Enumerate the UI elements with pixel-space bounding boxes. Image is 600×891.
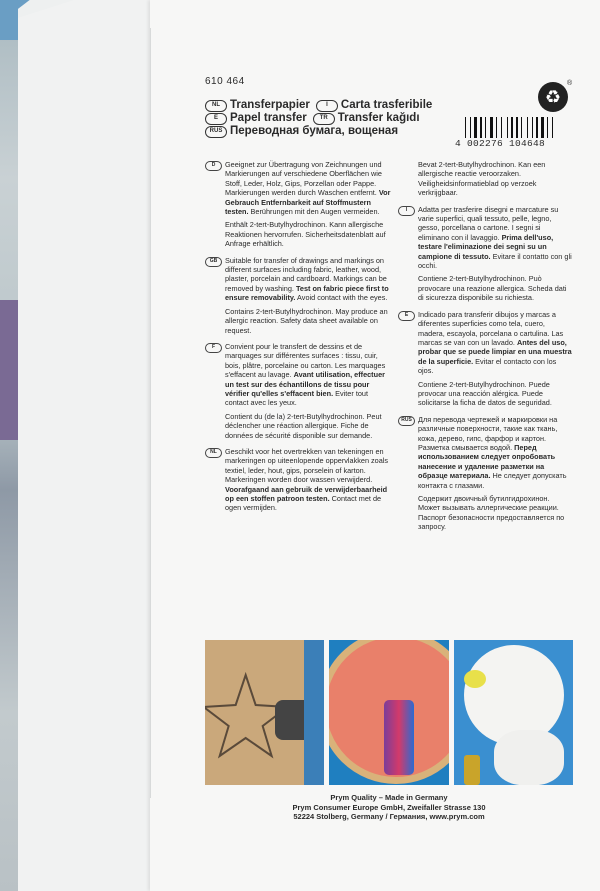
text-run: Convient pour le transfert de dessins et de marquages sur différentes surfaces : tissu, cuir, bois, plâtre, porcelaine ou carton. Les marquages s'effacent au lavage. [225,341,386,380]
photo-porcelain-painting [454,640,573,785]
instruction-section-nl [205,447,393,513]
article-number: 610 464 [205,76,245,87]
title-row [205,99,505,112]
photo-leather-star [205,640,324,785]
instruction-text [225,256,393,303]
registered-mark: ® [567,80,573,87]
text-run: Evitare il contatto con gli occhi. [418,251,572,271]
language-badge: RUS [398,416,415,426]
safety-text: Contiene 2-tert-Butylhydrochinon. Puede provocar una reacción alérgica. Puede solicitarse la ficha de datos de seguridad. [418,379,552,408]
photo-embroidery-hoop [329,640,448,785]
paint-dot-icon [464,670,486,688]
instructions-right-column [398,160,573,539]
paint-palette-icon [494,730,564,785]
background-purple-band [0,300,18,440]
footer [205,793,573,822]
instruction-text [418,310,573,376]
text-run: Geeignet zur Übertragung von Zeichnungen und Markierungen auf verschiedene Oberflächen wie Stoff, Leder, Holz, Gips, Porzellan oder Pappe. Markierungen werden durch Waschen entfernt. [225,160,382,198]
language-badge: E [205,113,227,125]
text-run: Geschikt voor het overtrekken van tekeningen en markeringen op uiteenlopende oppervlakken zoals textiel, leder, hout, gips, porselein of karton. Markeringen worden door wassen verwijderd. [225,446,389,485]
safety-text: Enthält 2-tert-Butylhydrochinon. Kann allergische Reaktionen hervorrufen. Sicherheitsdatenblatt auf Anfrage erhältlich. [225,220,386,249]
text-run: Suitable for transfer of drawings and markings on different surfaces including fabric, leather, wood, plaster, porcelain and cardboard. Markings can be removed by washing. [225,255,387,293]
warning-text: Vor Gebrauch Entfernbarkeit auf Stoffmustern testen. [225,188,391,217]
title-row [205,125,505,138]
instruction-section-fr [205,342,393,440]
text-run: Indicado para transferir dibujos y marcas a diferentes superficies como tela, cuero, madera, escayola, porcelana o cartulina. Las marcas se van con un lavado. [418,309,564,347]
language-badge: NL [205,448,222,458]
company-line: Prym Consumer Europe GmbH, Zweifaller Strasse 130 [292,802,486,812]
text-run: Не следует допускать контакта с глазами. [418,471,567,490]
title-row [205,112,505,125]
address-line: 52224 Stolberg, Germany / Германия, www.prym.com [293,812,485,821]
language-badge: E [398,311,415,321]
instruction-text [418,205,573,271]
warning-text: Antes del uso, probar que se puede limpiar en una muestra de la superficie. [418,337,572,366]
language-badge: TR [313,113,335,125]
barcode-number: 4 002276 104648 [455,138,575,149]
safety-text: Contient du (de la) 2-tert-Butylhydrochinon. Peut déclencher une réaction allergique. Fiche de données de sécurité disponible sur demande. [225,411,382,440]
quality-line: Prym Quality – Made in Germany [330,793,448,802]
title-text: Carta trasferibile [340,99,433,111]
text-run: Avoid contact with the eyes. [295,293,388,303]
warning-text: Prima dell'uso, testare l'eliminazione dei segni su un campione di tessuto. [418,232,554,261]
instruction-section-it [398,205,573,303]
language-badge: D [205,161,222,171]
usage-photos [205,640,573,785]
product-titles [205,99,505,138]
recycle-icon: ♻ [538,82,568,112]
warning-text: Avant utilisation, effectuer un test sur des échantillons de tissu pour vérifier qu'elles s'effacent bien. [225,370,385,398]
warning-text: Test on fabric piece first to ensure removability. [225,283,389,303]
fold-line [150,28,151,798]
safety-text: Содержит двоичный бутилгидрохинон. Может вызывать аллергические реакции. Паспорт безопасности предоставляется по запросу. [418,494,565,532]
instruction-section-gb [205,256,393,335]
text-run: Contact met de ogen vermijden. [225,494,382,513]
text-run: Adatta per trasferire disegni e marcature su varie superfici, quali tessuto, pelle, legno, gesso, porcellana o cartone. I segni si eliminano con il lavaggio. [418,204,559,242]
safety-text: Contiene 2-tert-Butylhydrochinon. Può provocare una reazione allergica. Scheda dati di sicurezza disponibile su richiesta. [418,274,567,303]
language-badge: I [316,100,338,112]
safety-text: Bevat 2-tert-Butylhydrochinon. Kan een allergische reactie veroorzaken. Veiligheidsinformatieblad op verzoek verkrijgbaar. [418,160,546,198]
instruction-text [225,342,393,408]
instruction-section-ru [398,415,573,532]
instruction-text [225,447,393,513]
safety-text: Contains 2-tert-Butylhydrochinon. May produce an allergic reaction. Safety data sheet available on request. [225,306,388,335]
language-badge: RUS [205,126,227,138]
title-text: Papel transfer [230,112,307,124]
title-text: Transfer kağıdı [337,112,420,124]
text-run: Berührungen mit den Augen vermeiden. [248,207,380,217]
instruction-text [418,415,573,490]
text-run: Evitar el contacto con los ojos. [418,356,557,376]
title-text: Transferpapier [230,99,310,111]
instruction-section-de [205,160,393,249]
warning-text: Voorafgaand aan gebruik de verwijderbaarheid op een stoffen patroon testen. [225,484,388,503]
warning-text: Перед использованием следует опробовать нанесение и удаление разметки на образце материала. [418,442,556,481]
instructions-left-column [205,160,393,520]
photo-edge [304,640,324,785]
language-badge: NL [205,100,227,112]
language-badge: GB [205,257,222,267]
language-badge: I [398,206,415,216]
envelope-flap [18,0,158,891]
instruction-section-es [398,310,573,408]
paint-jar-icon [464,755,480,785]
language-badge: F [205,343,222,353]
instruction-section-nl-continued [398,160,573,198]
title-text: Переводная бумага, вощеная [230,125,399,137]
text-run: Для перевода чертежей и маркировки на различные поверхности, такие как ткань, кожа, дерево, гипс, фарфор и картон. Разметка смывается водой. [418,414,558,452]
instruction-text [225,160,393,216]
embroidery-thread-icon [384,700,414,775]
text-run: Eviter tout contact avec les yeux. [225,388,368,408]
